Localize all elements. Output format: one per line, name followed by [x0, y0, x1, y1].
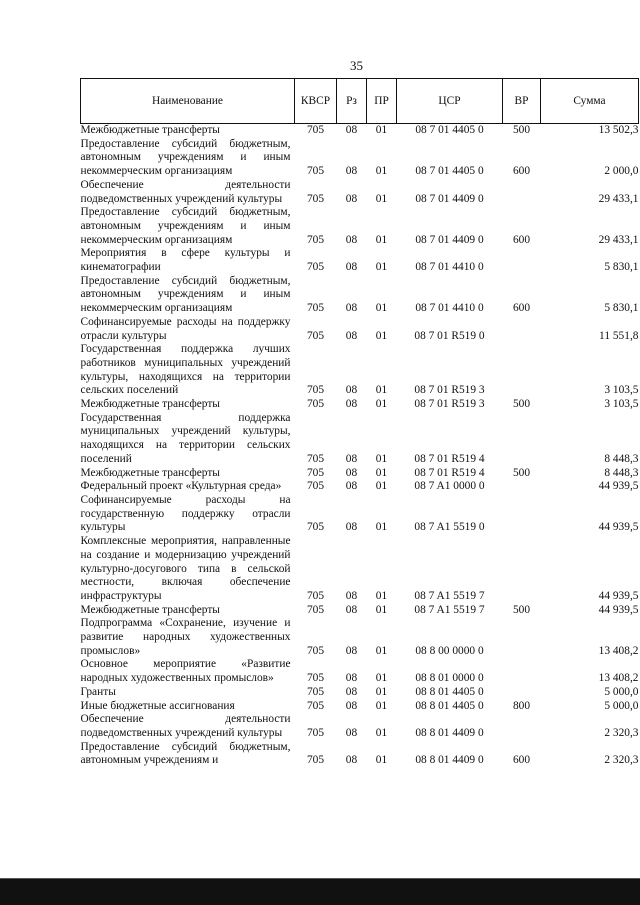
table-row: [81, 494, 639, 535]
header-name: Наименование: [81, 79, 295, 124]
table-row: [81, 247, 639, 274]
row-kvsr: 705: [306, 726, 325, 739]
row-csr: 08 7 01 R519 3: [414, 384, 485, 397]
row-sum: 44 939,5: [598, 480, 639, 493]
row-sum: 5 000,0: [604, 685, 639, 698]
header-rz: Рз: [337, 79, 367, 124]
table-row: [81, 604, 639, 618]
row-vr: [503, 179, 541, 206]
row-pr: 01: [375, 466, 388, 479]
row-csr: 08 8 01 4409 0: [415, 726, 484, 739]
row-kvsr: 705: [306, 754, 325, 767]
row-rz: 08: [345, 165, 358, 178]
row-kvsr: 705: [306, 480, 325, 493]
row-kvsr: 705: [306, 302, 325, 315]
row-rz: 08: [345, 261, 358, 274]
row-rz: 08: [345, 521, 358, 534]
row-rz: 08: [345, 644, 358, 657]
row-csr: 08 7 01 R519 0: [414, 329, 485, 342]
row-sum: 3 103,5: [604, 398, 639, 411]
table-row: [81, 206, 639, 247]
row-pr: 01: [375, 521, 388, 534]
row-csr: 08 7 01 4405 0: [415, 165, 484, 178]
row-pr: 01: [375, 302, 388, 315]
row-csr: 08 8 01 4405 0: [415, 699, 484, 712]
row-csr: 08 7 01 R519 4: [414, 466, 485, 479]
row-name: Предоставление субсидий бюджетным, автономным учреждениям и иным некоммерческим организациям: [80, 206, 291, 246]
row-vr: [503, 480, 541, 494]
row-rz: 08: [345, 589, 358, 602]
row-rz: 08: [345, 124, 358, 136]
row-rz: 08: [345, 233, 358, 246]
row-kvsr: 705: [306, 589, 325, 602]
row-sum: 29 433,1: [598, 192, 639, 205]
row-pr: 01: [375, 672, 388, 685]
row-kvsr: 705: [306, 124, 325, 136]
table-row: [81, 316, 639, 343]
row-rz: 08: [345, 384, 358, 397]
row-pr: 01: [375, 192, 388, 205]
row-vr: [503, 658, 541, 685]
row-pr: 01: [375, 261, 388, 274]
row-csr: 08 8 00 0000 0: [415, 644, 484, 657]
header-csr: ЦСР: [397, 79, 503, 124]
row-vr: 500: [512, 466, 531, 479]
row-sum: 8 448,3: [604, 452, 639, 465]
row-sum: 44 939,5: [598, 603, 639, 616]
row-kvsr: 705: [306, 329, 325, 342]
table-row: [81, 138, 639, 179]
row-sum: 13 502,3: [598, 124, 639, 136]
row-vr: [503, 316, 541, 343]
row-vr: 600: [512, 165, 531, 178]
row-pr: 01: [375, 329, 388, 342]
row-pr: 01: [375, 124, 388, 136]
row-name: Межбюджетные трансферты: [80, 466, 220, 479]
row-rz: 08: [345, 480, 358, 493]
row-sum: 5 830,1: [604, 302, 639, 315]
row-sum: 44 939,5: [598, 521, 639, 534]
row-pr: 01: [375, 452, 388, 465]
row-name: Предоставление субсидий бюджетным, автономным учреждениям и иным некоммерческим организациям: [80, 137, 291, 178]
row-kvsr: 705: [306, 165, 325, 178]
row-vr: 500: [512, 398, 531, 411]
table-row: [81, 686, 639, 700]
row-name: Основное мероприятие «Развитие народных художественных промыслов»: [80, 658, 291, 685]
page-number: 35: [350, 58, 363, 73]
row-name: Обеспечение деятельности подведомственных учреждений культуры: [80, 713, 291, 739]
table-body: [81, 124, 639, 769]
row-vr: 600: [512, 302, 531, 315]
row-csr: 08 7 01 4410 0: [415, 261, 484, 274]
row-name: Софинансируемые расходы на поддержку отрасли культуры: [80, 315, 291, 342]
row-rz: 08: [345, 726, 358, 739]
row-kvsr: 705: [306, 603, 325, 616]
row-pr: 01: [375, 644, 388, 657]
row-name: Гранты: [80, 685, 116, 698]
row-pr: 01: [375, 699, 388, 712]
row-vr: [503, 617, 541, 658]
table-row: [81, 700, 639, 714]
row-name: Софинансируемые расходы на государственную поддержку отрасли культуры: [80, 493, 291, 534]
table-row: [81, 412, 639, 467]
table-row: [81, 535, 639, 604]
row-name: Предоставление субсидий бюджетным, автономным учреждениям и: [80, 740, 291, 767]
row-kvsr: 705: [306, 398, 325, 411]
row-pr: 01: [375, 603, 388, 616]
row-vr: [503, 343, 541, 398]
table-row: [81, 658, 639, 685]
row-kvsr: 705: [306, 233, 325, 246]
row-pr: 01: [375, 398, 388, 411]
row-name: Межбюджетные трансферты: [80, 603, 220, 616]
row-rz: 08: [345, 302, 358, 315]
row-csr: 08 8 01 4405 0: [415, 685, 484, 698]
row-pr: 01: [375, 726, 388, 739]
row-vr: 600: [512, 233, 531, 246]
table-row: [81, 467, 639, 481]
row-rz: 08: [345, 452, 358, 465]
row-kvsr: 705: [306, 192, 325, 205]
table-row: [81, 179, 639, 206]
row-name: Межбюджетные трансферты: [80, 398, 220, 411]
table-header-row: [81, 79, 639, 124]
row-rz: 08: [345, 398, 358, 411]
row-name: Предоставление субсидий бюджетным, автономным учреждениям и иным некоммерческим организациям: [80, 274, 291, 315]
row-csr: 08 7 01 R519 4: [414, 452, 485, 465]
header-sum: Сумма: [541, 79, 639, 124]
row-sum: 11 551,8: [599, 329, 639, 342]
table-row: [81, 343, 639, 398]
row-kvsr: 705: [306, 672, 325, 685]
table-row: [81, 275, 639, 316]
row-csr: 08 7 01 4405 0: [415, 124, 484, 136]
row-pr: 01: [375, 233, 388, 246]
row-csr: 08 7 A1 0000 0: [414, 480, 485, 493]
row-csr: 08 8 01 0000 0: [415, 672, 484, 685]
row-rz: 08: [345, 603, 358, 616]
row-pr: 01: [375, 480, 388, 493]
row-sum: 29 433,1: [598, 233, 639, 246]
row-name: Подпрограмма «Сохранение, изучение и развитие народных художественных промыслов»: [80, 617, 291, 657]
row-sum: 3 103,5: [604, 384, 639, 397]
row-name: Комплексные мероприятия, направленные на создание и модернизацию учреждений культурно-досугового типа в сельской местности, включая обеспечение инфраструктуры: [80, 535, 291, 602]
row-sum: 13 408,2: [598, 672, 639, 685]
row-name: Иные бюджетные ассигнования: [80, 699, 235, 712]
row-kvsr: 705: [306, 452, 325, 465]
budget-table: [80, 78, 639, 768]
row-sum: 13 408,2: [598, 644, 639, 657]
row-csr: 08 7 A1 5519 0: [414, 521, 485, 534]
row-vr: [503, 247, 541, 274]
row-name: Государственная поддержка муниципальных учреждений культуры, находящихся на территории сельских поселений: [80, 411, 291, 465]
row-pr: 01: [375, 589, 388, 602]
row-vr: [503, 535, 541, 604]
row-name: Государственная поддержка лучших работников муниципальных учреждений культуры, находящихся на территории сельских поселений: [80, 343, 291, 397]
row-vr: 800: [512, 699, 531, 712]
row-vr: 600: [512, 754, 531, 767]
table-row: [81, 398, 639, 412]
row-vr: 500: [512, 603, 531, 616]
row-name: Федеральный проект «Культурная среда»: [80, 480, 282, 493]
row-pr: 01: [375, 754, 388, 767]
row-csr: 08 7 A1 5519 7: [414, 603, 485, 616]
row-sum: 2 320,3: [604, 754, 639, 767]
row-kvsr: 705: [306, 261, 325, 274]
header-kvsr: КВСР: [295, 79, 337, 124]
table-row: [81, 480, 639, 494]
table-row: [81, 741, 639, 768]
row-rz: 08: [345, 672, 358, 685]
row-pr: 01: [375, 165, 388, 178]
row-sum: 44 939,5: [598, 589, 639, 602]
row-kvsr: 705: [306, 644, 325, 657]
row-sum: 8 448,3: [604, 466, 639, 479]
row-csr: 08 7 01 4409 0: [415, 192, 484, 205]
row-sum: 2 320,3: [604, 726, 639, 739]
row-sum: 5 830,1: [604, 261, 639, 274]
row-rz: 08: [345, 685, 358, 698]
row-pr: 01: [375, 384, 388, 397]
row-sum: 5 000,0: [604, 699, 639, 712]
row-rz: 08: [345, 699, 358, 712]
row-vr: [503, 494, 541, 535]
table-row: [81, 617, 639, 658]
table-row: [81, 124, 639, 138]
row-csr: 08 7 01 R519 3: [414, 398, 485, 411]
row-vr: [503, 686, 541, 700]
row-csr: 08 8 01 4409 0: [415, 754, 484, 767]
row-kvsr: 705: [306, 699, 325, 712]
row-rz: 08: [345, 329, 358, 342]
row-rz: 08: [345, 754, 358, 767]
row-kvsr: 705: [306, 466, 325, 479]
row-vr: 500: [512, 124, 531, 136]
table-row: [81, 713, 639, 740]
header-vr: ВР: [503, 79, 541, 124]
row-name: Мероприятия в сфере культуры и кинематографии: [80, 247, 291, 274]
row-rz: 08: [345, 192, 358, 205]
row-sum: 2 000,0: [604, 165, 639, 178]
row-name: Межбюджетные трансферты: [80, 124, 220, 136]
row-csr: 08 7 01 4410 0: [415, 302, 484, 315]
row-kvsr: 705: [306, 521, 325, 534]
row-name: Обеспечение деятельности подведомственных учреждений культуры: [80, 178, 291, 205]
row-csr: 08 7 A1 5519 7: [414, 589, 485, 602]
header-pr: ПР: [367, 79, 397, 124]
row-vr: [503, 713, 541, 740]
scan-bottom-bar: [0, 879, 640, 905]
row-rz: 08: [345, 466, 358, 479]
row-pr: 01: [375, 685, 388, 698]
row-vr: [503, 412, 541, 467]
row-kvsr: 705: [306, 384, 325, 397]
row-kvsr: 705: [306, 685, 325, 698]
row-csr: 08 7 01 4409 0: [415, 233, 484, 246]
